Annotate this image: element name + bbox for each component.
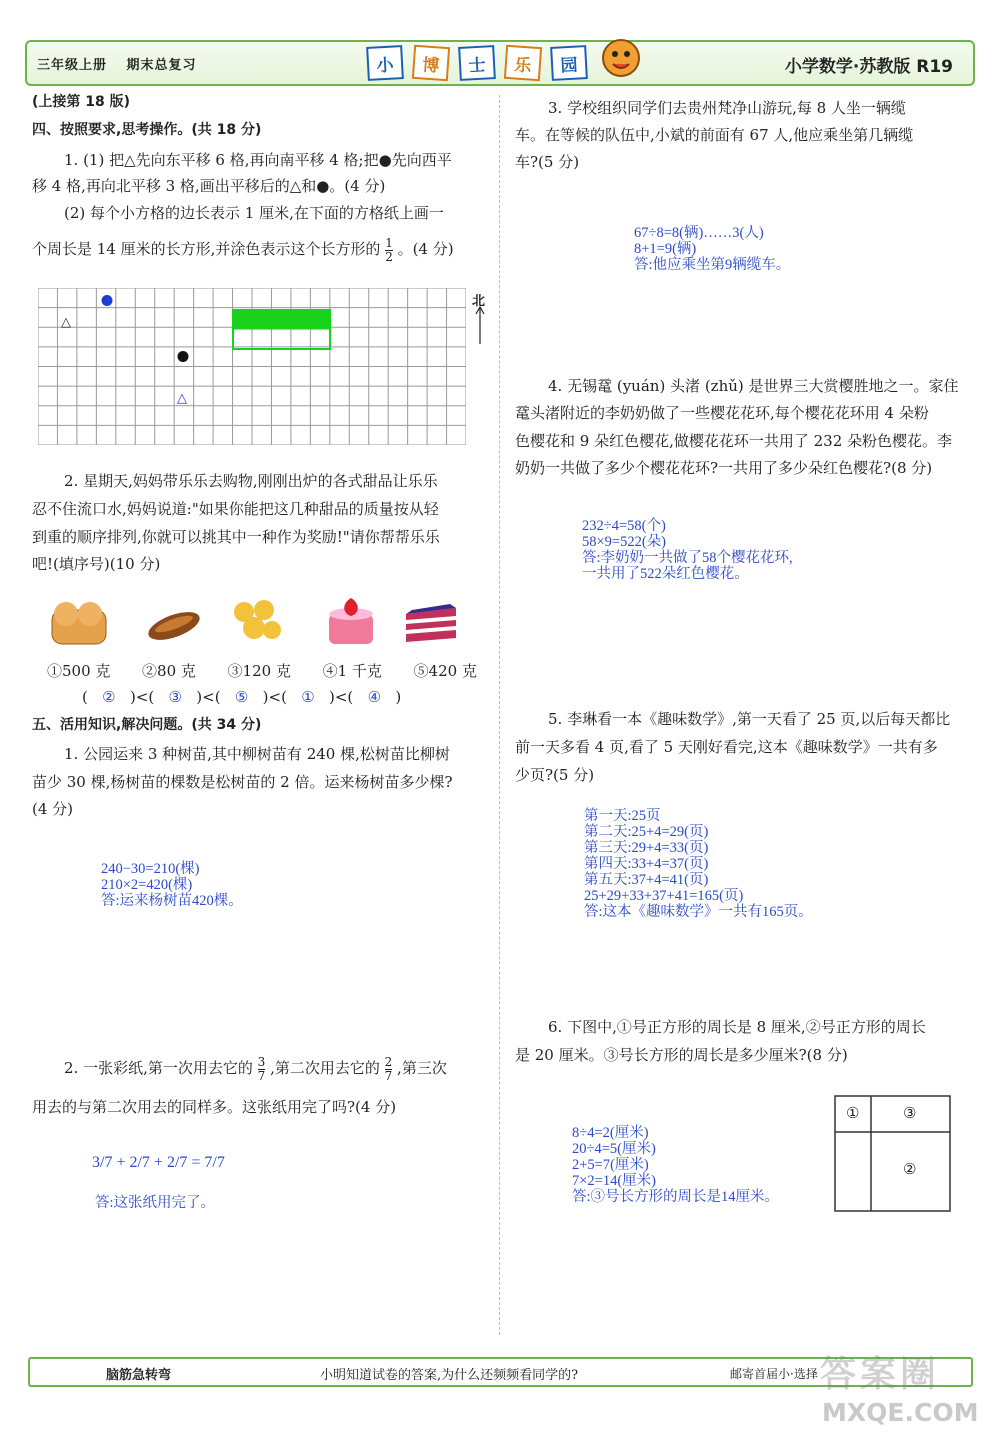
answer-line: 58×9=522(朵): [582, 534, 667, 550]
r-q5-line-b: 前一天多看 4 页,看了 5 天刚好看完,这本《趣味数学》一共有多: [515, 738, 938, 756]
answer-line: 答:③号长方形的周长是14厘米。: [572, 1189, 780, 1205]
answer-line: 答:他应乘坐第9辆缆车。: [634, 257, 791, 273]
q5-2-text: ,第二次用去它的: [270, 1059, 380, 1077]
r-q3-line-a: 3. 学校组织同学们去贵州梵净山游玩,每 8 人坐一辆缆: [548, 99, 906, 117]
q4-2-points: 。(4 分): [397, 240, 454, 258]
r-q4-line-a: 4. 无锡鼋 (yuán) 头渚 (zhǔ) 是世界三大赏樱胜地之一。家住: [548, 377, 959, 395]
footer-riddle-label: 脑筋急转弯: [106, 1368, 172, 1383]
answer-line: 240−30=210(棵): [101, 861, 200, 877]
grade-label: 三年级上册: [37, 58, 108, 73]
paren: ): [395, 688, 402, 706]
q4-3-line-b: 忍不住流口水,妈妈说道:"如果你能把这几种甜品的质量按从轻: [32, 500, 439, 518]
order-answer-2: ③: [168, 688, 182, 706]
q4-1-line-b: 移 4 格,再向北平移 3 格,画出平移后的△和●。(4 分): [32, 177, 386, 195]
square-grid: [38, 288, 466, 445]
review-label: 期末总复习: [126, 58, 197, 73]
header-subject: 小学数学·苏教版 R19: [784, 57, 953, 77]
north-arrow-icon: [475, 306, 485, 346]
answer-line: 一共用了522朵红色樱花。: [582, 566, 749, 582]
croissant-icon: [145, 604, 203, 646]
answer-line: 232÷4=58(个): [582, 518, 666, 534]
r-q3-line-c: 车?(5 分): [515, 153, 580, 171]
tiger-mascot-icon: [597, 34, 645, 84]
fraction-3-7: [258, 1056, 266, 1083]
order-answer-3: ⑤: [234, 688, 249, 706]
r-q6-line-b: 是 20 厘米。③号长方形的周长是多少厘米?(8 分): [515, 1046, 848, 1064]
footer-riddle: 小明知道试卷的答案,为什么还频频看同学的?: [320, 1368, 579, 1383]
q5-2-text: 2. 一张彩纸,第一次用去它的: [64, 1059, 253, 1077]
q5-2-line-a: [64, 1055, 447, 1083]
q5-1-line-b: 苗少 30 棵,杨树苗的棵数是松树苗的 2 倍。运来杨树苗多少棵?: [32, 773, 453, 791]
r-q4-line-d: 奶奶一共做了多少个樱花花环?一共用了多少朵红色樱花?(8 分): [515, 459, 933, 477]
sep: )<(: [262, 688, 287, 706]
q4-3-line-c: 到重的顺序排列,你就可以挑其中一种作为奖励!"请你帮帮乐乐: [32, 528, 440, 546]
sep: )<(: [196, 688, 221, 706]
answer-line: 第三天:29+4=33(页): [584, 840, 709, 856]
answer-line: 20÷4=5(厘米): [572, 1141, 656, 1157]
q4-3-line-d: 吧!(填序号)(10 分): [32, 555, 161, 573]
column-divider: [499, 95, 500, 1335]
dessert-labels: [47, 660, 477, 681]
order-answer: [82, 688, 401, 706]
dessert-label: ②80 克: [142, 662, 196, 680]
q5-2-line-b: 用去的与第二次用去的同样多。这张纸用完了吗?(4 分): [32, 1098, 397, 1116]
r-q4-line-b: 鼋头渚附近的李奶奶做了一些樱花花环,每个樱花花环用 4 朵粉: [515, 404, 929, 422]
sep: )<(: [129, 688, 155, 706]
q5-1-line-a: 1. 公园运来 3 种树苗,其中柳树苗有 240 棵,松树苗比柳树: [64, 745, 450, 763]
triangle-moved-icon: △: [177, 391, 187, 406]
order-answer-4: ①: [301, 688, 315, 706]
answer-r-6: [572, 1125, 779, 1205]
layer-cake-icon: [404, 604, 460, 646]
r-q5-line-a: 5. 李琳看一本《趣味数学》,第一天看了 25 页,以后每天都比: [548, 710, 951, 728]
q4-2-text: 个周长是 14 厘米的长方形,并涂色表示这个长方形的: [32, 240, 381, 258]
watermark-logo: 答案圈: [820, 1354, 941, 1395]
brand-char: 博: [412, 45, 450, 81]
answer-line: 第一天:25页: [584, 808, 661, 824]
answer-line: 25+29+33+37+41=165(页): [584, 888, 744, 904]
frac-den: 2: [385, 249, 393, 264]
brand-boxes: [367, 46, 587, 80]
answer-line: 8÷4=2(厘米): [572, 1125, 649, 1141]
fig-label-3: ③: [903, 1104, 917, 1122]
watermark-url: MXQE.COM: [822, 1398, 979, 1427]
dot-moved-icon: [102, 295, 113, 306]
bread-icon: [48, 598, 110, 648]
answer-5-1: [101, 861, 243, 909]
frac-num: 3: [257, 1054, 266, 1069]
shaded-rect-half: [233, 310, 330, 330]
q5-2-text: ,第三次: [397, 1059, 447, 1077]
dessert-label: ③120 克: [227, 662, 291, 680]
answer-line: 第四天:33+4=37(页): [584, 856, 709, 872]
frac-num: 2: [384, 1054, 393, 1069]
footer-right: 邮寄首届小·选择: [730, 1367, 818, 1381]
fig-label-1: ①: [846, 1104, 860, 1122]
header-left: [37, 54, 211, 73]
r-q5-line-c: 少页?(5 分): [515, 766, 595, 784]
frac-num: 1: [385, 235, 393, 250]
r-q4-line-c: 色樱花和 9 朵红色樱花,做樱花花环一共用了 232 朵粉色樱花。李: [515, 432, 953, 450]
answer-line: 第二天:25+4=29(页): [584, 824, 709, 840]
sep: )<(: [329, 688, 354, 706]
answer-line: 210×2=420(棵): [101, 877, 193, 893]
brand-char: 士: [458, 45, 496, 81]
fraction-half: [385, 237, 393, 264]
dessert-label: ④1 千克: [322, 662, 382, 680]
strawberry-cake-icon: [325, 594, 377, 648]
continued-note: (上接第 18 版): [32, 94, 131, 110]
answer-5-2-equation: 3/7 + 2/7 + 2/7 = 7/7: [92, 1154, 225, 1171]
r-q3-line-b: 车。在等候的队伍中,小斌的前面有 67 人,他应乘坐第几辆缆: [515, 126, 914, 144]
brand-char: 乐: [504, 45, 542, 81]
dessert-label: ⑤420 克: [413, 662, 477, 680]
answer-line: 答:李奶奶一共做了58个樱花花环,: [582, 550, 793, 566]
frac-den: 7: [257, 1068, 266, 1083]
q5-1-line-c: (4 分): [32, 800, 74, 818]
page-header: [25, 40, 975, 86]
section-5-title: 五、活用知识,解决问题。(共 34 分): [32, 717, 262, 733]
order-answer-1: ②: [102, 688, 116, 706]
dot-original-icon: [178, 351, 189, 362]
fraction-2-7: [385, 1056, 393, 1083]
cookies-icon: [228, 596, 284, 646]
q4-2-line-b: [32, 236, 454, 264]
frac-den: 7: [384, 1068, 393, 1083]
answer-line: 7×2=14(厘米): [572, 1173, 657, 1189]
answer-r-3: [634, 225, 790, 273]
order-answer-5: ④: [367, 688, 382, 706]
brand-char: 小: [366, 45, 404, 81]
dessert-label: ①500 克: [47, 662, 111, 680]
answer-line: 67÷8=8(辆)……3(人): [634, 225, 764, 241]
q4-1-line-a: 1. (1) 把△先向东平移 6 格,再向南平移 4 格;把●先向西平: [64, 151, 452, 169]
answer-line: 答:这本《趣味数学》一共有165页。: [584, 904, 813, 920]
brand-char: 园: [550, 45, 588, 81]
answer-line: 第五天:37+4=41(页): [584, 872, 709, 888]
answer-r-4: [582, 518, 793, 582]
answer-r-5: [584, 808, 813, 920]
triangle-original-icon: △: [61, 315, 71, 330]
r-q6-line-a: 6. 下图中,①号正方形的周长是 8 厘米,②号正方形的周长: [548, 1018, 926, 1036]
section-4-title: 四、按照要求,思考操作。(共 18 分): [32, 122, 262, 138]
q4-2-line-a: (2) 每个小方格的边长表示 1 厘米,在下面的方格纸上画一: [64, 204, 444, 222]
fig-label-2: ②: [903, 1160, 917, 1178]
answer-line: 答:运来杨树苗420棵。: [101, 893, 243, 909]
answer-line: 8+1=9(辆): [634, 241, 697, 257]
answer-5-2: 答:这张纸用完了。: [95, 1195, 216, 1211]
paren: (: [82, 688, 88, 706]
answer-line: 2+5=7(厘米): [572, 1157, 649, 1173]
north-label: 北: [472, 294, 486, 309]
q4-3-line-a: 2. 星期天,妈妈带乐乐去购物,刚刚出炉的各式甜品让乐乐: [64, 472, 438, 490]
